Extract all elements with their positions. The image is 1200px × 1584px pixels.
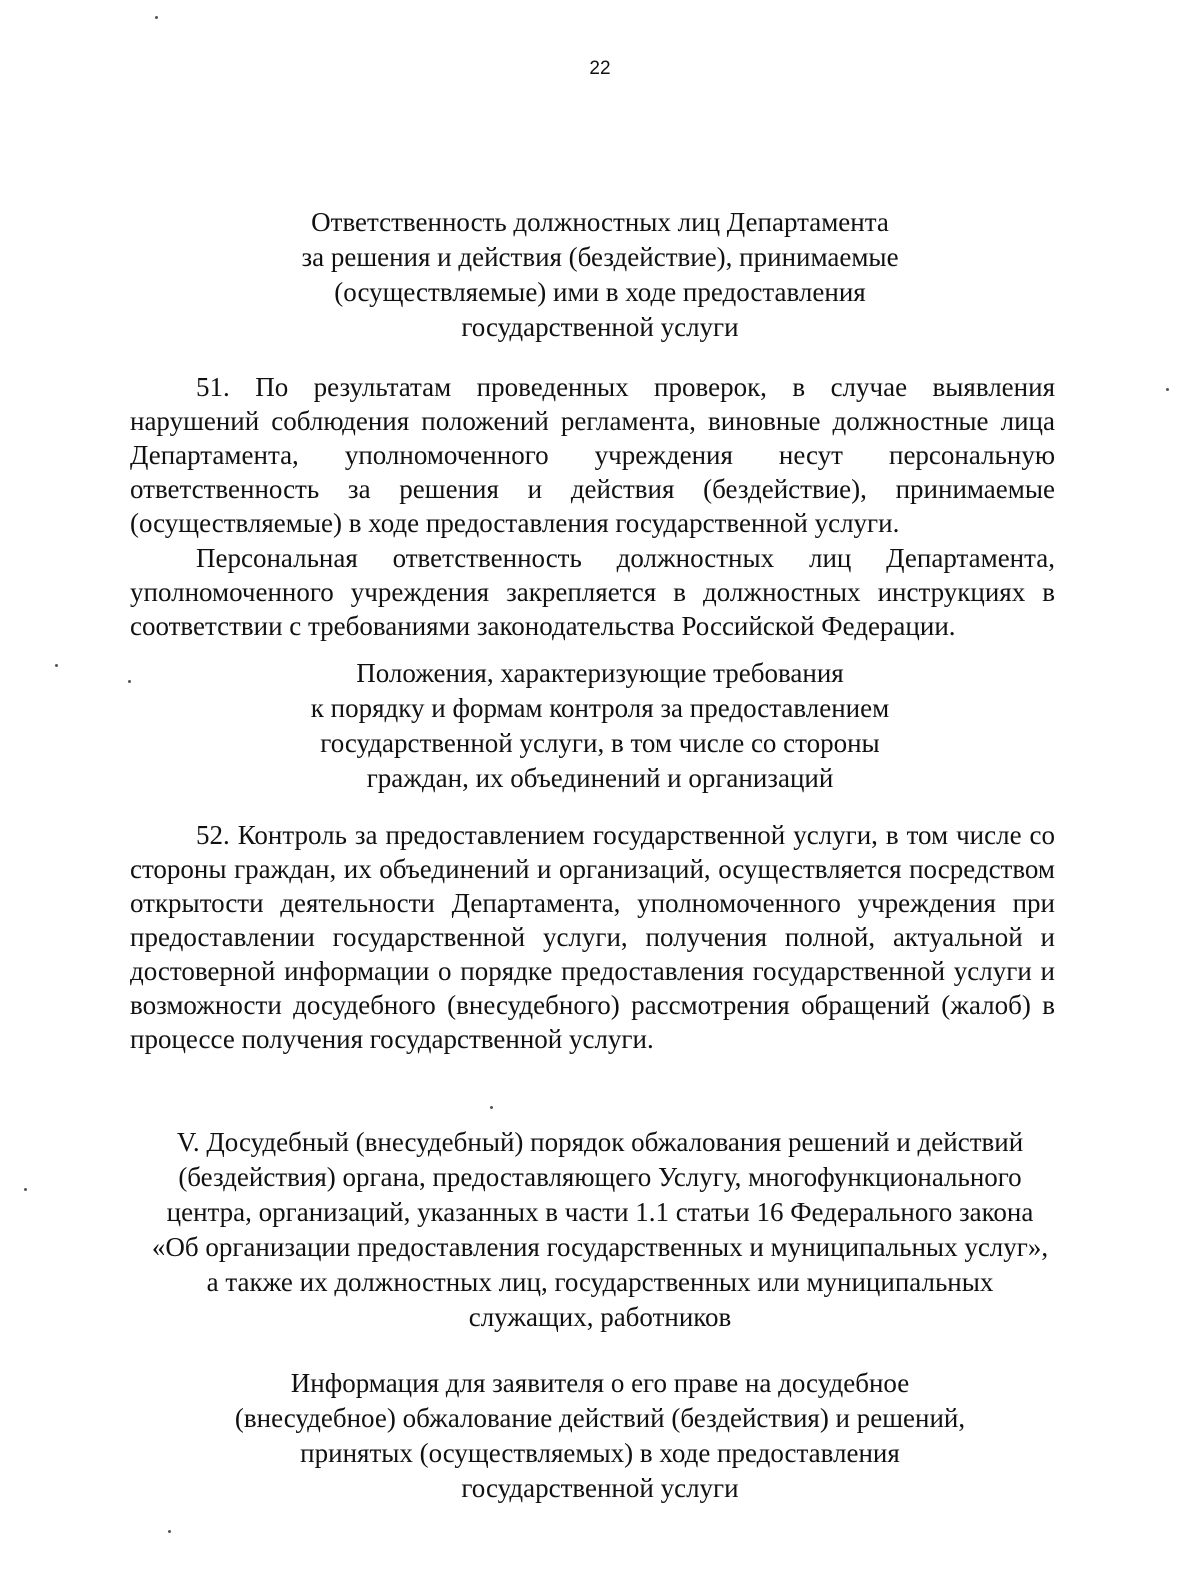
heading-line: за решения и действия (бездействие), принимаемые <box>301 242 899 272</box>
scan-speck <box>55 664 58 667</box>
heading-responsibility <box>130 205 1070 345</box>
heading-line: Информация для заявителя о его праве на досудебное <box>290 1368 910 1398</box>
heading-line: государственной услуги, в том числе со стороны <box>320 728 880 758</box>
heading-line: центра, организаций, указанных в части 1.1 статьи 16 Федерального закона <box>166 1197 1034 1227</box>
scan-speck <box>128 680 131 683</box>
heading-line: принятых (осуществляемых) в ходе предоставления <box>300 1438 900 1468</box>
heading-line: (внесудебное) обжалование действий (бездействия) и решений, <box>234 1403 966 1433</box>
heading-line: V. Досудебный (внесудебный) порядок обжалования решений и действий <box>176 1127 1024 1157</box>
heading-line: граждан, их объединений и организаций <box>366 763 834 793</box>
scan-speck <box>1166 388 1169 391</box>
heading-line: (бездействия) органа, предоставляющего Услугу, многофункционального <box>178 1162 1022 1192</box>
scan-speck <box>168 1530 171 1533</box>
page-number: 22 <box>589 58 611 79</box>
heading-line: (осуществляемые) ими в ходе предоставления <box>334 277 866 307</box>
paragraph-52: 52. Контроль за предоставлением государственной услуги, в том числе со стороны граждан, их объединений и организаций, осуществляется посредством открытости деятельности Департамента, уполномоченного учреждения при предоставлении государственной услуги, получения полной, актуальной и достоверной информации о порядке предоставления государственной услуги и возможности досудебного (внесудебного) рассмотрения обращений (жалоб) в процессе получения государственной услуги. <box>130 820 1055 1054</box>
heading-line: служащих, работников <box>468 1302 732 1332</box>
paragraph-51: 51. По результатам проведенных проверок, в случае выявления нарушений соблюдения положений регламента, виновные должностные лица Департамента, уполномоченного учреждения несут персональную ответственность за решения и действия (бездействие), принимаемые (осуществляемые) в ходе предоставления государственной услуги. <box>130 372 1055 538</box>
heading-line: Ответственность должностных лиц Департамента <box>311 207 889 237</box>
heading-line: к порядку и формам контроля за предоставлением <box>310 693 890 723</box>
heading-appeal-information <box>130 1366 1070 1506</box>
scan-speck <box>24 1188 27 1191</box>
heading-line: Положения, характеризующие требования <box>356 658 844 688</box>
heading-line: «Об организации предоставления государственных и муниципальных услуг», <box>151 1232 1049 1262</box>
heading-line: а также их должностных лиц, государственных или муниципальных <box>206 1267 994 1297</box>
paragraph-51-personal: Персональная ответственность должностных лиц Департамента, уполномоченного учреждения закрепляется в должностных инструкциях в соответствии с требованиями законодательства Российской Федерации. <box>130 543 1055 641</box>
scan-speck <box>155 16 158 19</box>
heading-control-requirements <box>130 656 1070 796</box>
heading-line: государственной услуги <box>461 312 739 342</box>
heading-line: государственной услуги <box>461 1473 739 1503</box>
section-v-heading <box>130 1125 1070 1335</box>
scan-speck <box>490 1106 493 1109</box>
